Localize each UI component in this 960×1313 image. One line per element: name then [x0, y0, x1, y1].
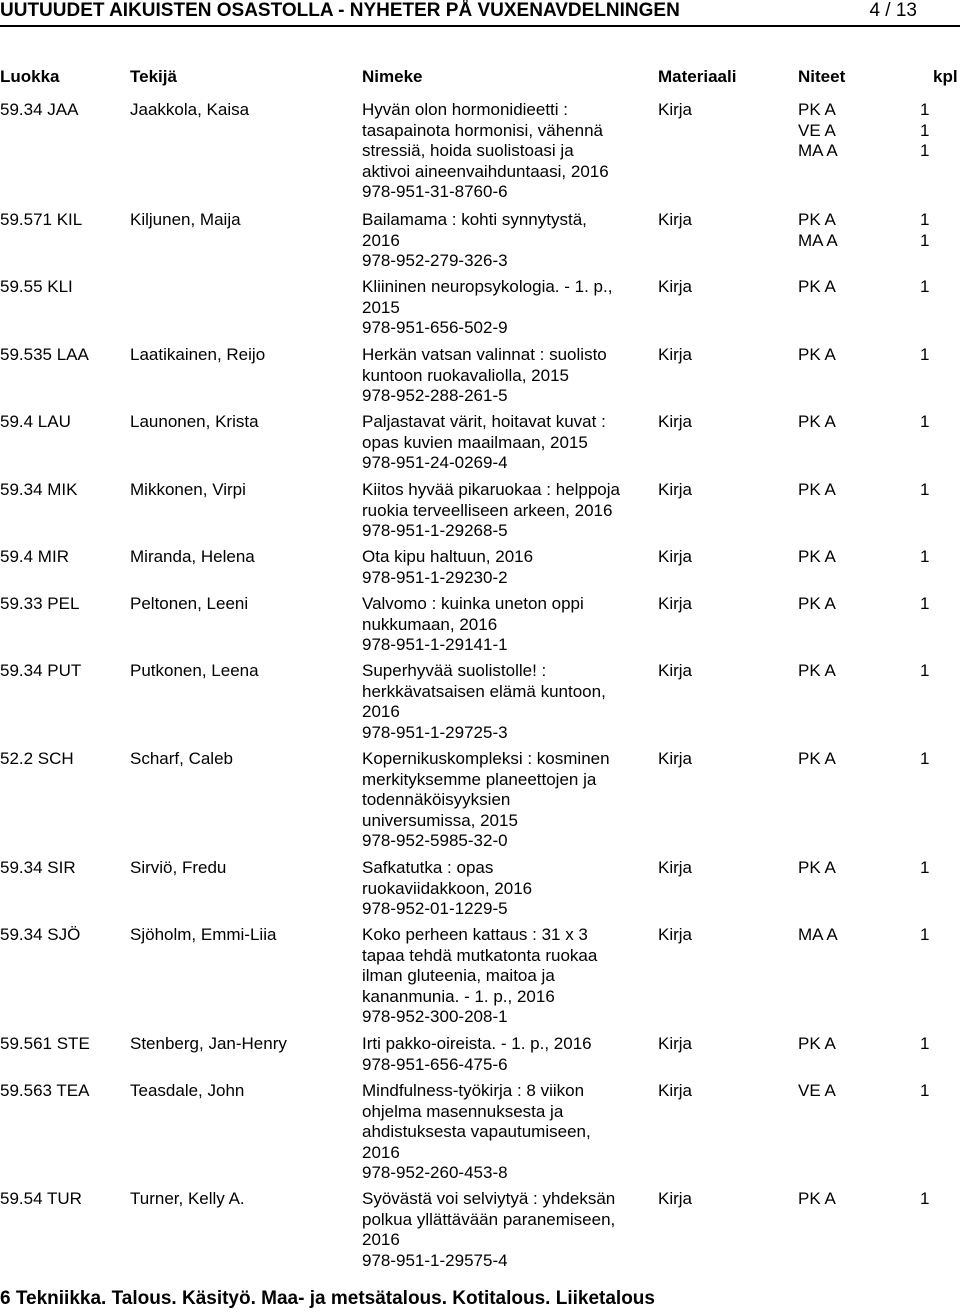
copies-location-cell	[798, 210, 908, 251]
author: Stenberg, Jan-Henry	[130, 1034, 287, 1053]
copies-count: 1	[920, 277, 930, 296]
title-cell	[362, 480, 652, 542]
title-line: kuntoon ruokavaliolla, 2015	[362, 365, 569, 385]
copies-count-cell	[920, 100, 960, 162]
material-type: Kirja	[658, 210, 693, 229]
title-line: 978-952-260-453-8	[362, 1163, 508, 1182]
title-cell	[362, 277, 652, 339]
copies-location-cell	[798, 412, 908, 433]
author: Scharf, Caleb	[130, 749, 233, 768]
title-line: ilman gluteenia, maitoa ja	[362, 966, 555, 985]
class-code: 59.34 MIK	[0, 480, 78, 499]
material-type: Kirja	[658, 345, 693, 364]
copies-count-cell	[920, 210, 960, 251]
copies-count: 1	[920, 547, 930, 566]
title-line: 2016	[362, 1142, 400, 1162]
title-line: ruokia terveelliseen arkeen, 2016	[362, 500, 613, 520]
material-type: Kirja	[658, 594, 693, 613]
title-line: 978-952-279-326-3	[362, 251, 508, 270]
title-line: Paljastavat värit, hoitavat kuvat :	[362, 412, 606, 431]
title-line: 978-951-31-8760-6	[362, 182, 508, 201]
copies-location: PK A	[798, 345, 836, 364]
class-code: 59.4 LAU	[0, 412, 71, 431]
material-type: Kirja	[658, 480, 693, 499]
title-line: universumissa, 2015	[362, 810, 518, 830]
class-code: 52.2 SCH	[0, 749, 74, 768]
class-code: 59.34 PUT	[0, 661, 82, 680]
column-header-niteet: Niteet	[798, 67, 846, 86]
material-type: Kirja	[658, 547, 693, 566]
title-cell	[362, 661, 652, 743]
copies-location-cell	[798, 345, 908, 366]
author: Kiljunen, Maija	[130, 210, 241, 229]
author: Miranda, Helena	[130, 547, 255, 566]
author: Teasdale, John	[130, 1081, 245, 1100]
copies-count-cell	[920, 858, 960, 879]
copies-count-cell	[920, 1081, 960, 1102]
copies-location-cell	[798, 749, 908, 770]
copies-location: PK A	[798, 661, 836, 680]
title-line: 978-951-656-475-6	[362, 1054, 508, 1074]
title-line: 2015	[362, 297, 400, 317]
copies-count-cell	[920, 925, 960, 946]
copies-location-cell	[798, 858, 908, 879]
material-type: Kirja	[658, 749, 693, 768]
title-line: stressiä, hoida suolistoasi ja	[362, 141, 574, 160]
title-line: 978-951-1-29230-2	[362, 567, 508, 587]
title-cell	[362, 100, 652, 203]
title-line: 978-952-01-1229-5	[362, 899, 508, 918]
copies-location-cell	[798, 277, 908, 298]
title-cell	[362, 547, 652, 588]
copies-location: PK A	[798, 412, 836, 431]
author: Turner, Kelly A.	[130, 1189, 245, 1208]
page-number: 4 / 13	[869, 0, 917, 21]
title-line: 2016	[362, 230, 400, 250]
title-line: 978-951-1-29141-1	[362, 635, 508, 654]
copies-location: VE A	[798, 120, 836, 140]
author: Putkonen, Leena	[130, 661, 259, 680]
column-header-materiaali: Materiaali	[658, 67, 737, 86]
material-type: Kirja	[658, 1034, 693, 1053]
copies-count-cell	[920, 594, 960, 615]
title-line: aktivoi aineenvaihduntaasi, 2016	[362, 161, 609, 181]
title-line: Syövästä voi selviytyä : yhdeksän	[362, 1189, 616, 1208]
copies-count: 1	[920, 412, 930, 431]
copies-count-cell	[920, 1189, 960, 1210]
material-type: Kirja	[658, 412, 693, 431]
page-header-title: UUTUUDET AIKUISTEN OSASTOLLA - NYHETER PÅ VUXENAVDELNINGEN	[0, 0, 680, 21]
column-header-kpl: kpl	[933, 67, 958, 86]
copies-count-cell	[920, 749, 960, 770]
title-line: 2016	[362, 702, 400, 721]
class-code: 59.34 JAA	[0, 100, 79, 119]
title-cell	[362, 1034, 652, 1075]
title-cell	[362, 749, 652, 852]
class-code: 59.571 KIL	[0, 210, 83, 229]
author: Jaakkola, Kaisa	[130, 100, 250, 119]
copies-location-cell	[798, 480, 908, 501]
title-line: Safkatutka : opas	[362, 858, 494, 877]
title-line: herkkävatsaisen elämä kuntoon,	[362, 681, 606, 701]
copies-count-cell	[920, 412, 960, 433]
class-code: 59.55 KLI	[0, 277, 73, 296]
copies-location: PK A	[798, 547, 836, 566]
title-cell	[362, 210, 652, 272]
copies-count: 1	[920, 141, 930, 160]
title-line: 978-951-24-0269-4	[362, 453, 508, 472]
column-header-tekija: Tekijä	[130, 67, 177, 86]
column-header-luokka: Luokka	[0, 67, 60, 86]
copies-location-cell	[798, 547, 908, 568]
copies-count: 1	[920, 100, 930, 119]
material-type: Kirja	[658, 661, 693, 680]
copies-count-cell	[920, 345, 960, 366]
title-line: 978-952-288-261-5	[362, 386, 508, 405]
title-line: Herkän vatsan valinnat : suolisto	[362, 345, 607, 364]
class-code: 59.34 SJÖ	[0, 925, 81, 944]
title-cell	[362, 594, 652, 656]
copies-count-cell	[920, 547, 960, 568]
title-line: 978-951-1-29268-5	[362, 521, 508, 540]
copies-count: 1	[920, 230, 930, 250]
copies-count-cell	[920, 661, 960, 682]
title-line: 978-952-5985-32-0	[362, 831, 508, 850]
title-cell	[362, 1081, 652, 1184]
title-line: Irti pakko-oireista. - 1. p., 2016	[362, 1034, 592, 1053]
title-line: Superhyvää suolistolle! :	[362, 661, 547, 680]
copies-count-cell	[920, 480, 960, 501]
material-type: Kirja	[658, 858, 693, 877]
title-line: Ota kipu haltuun, 2016	[362, 547, 534, 566]
copies-location: VE A	[798, 1081, 836, 1100]
column-header-nimeke: Nimeke	[362, 67, 423, 86]
copies-count: 1	[920, 1081, 930, 1100]
title-line: tapaa tehdä mutkatonta ruokaa	[362, 945, 598, 965]
title-line: ahdistuksesta vapautumiseen,	[362, 1122, 591, 1141]
title-line: tasapainota hormonisi, vähennä	[362, 120, 603, 140]
copies-count: 1	[920, 858, 930, 877]
copies-location: PK A	[798, 1034, 836, 1053]
material-type: Kirja	[658, 1189, 693, 1208]
material-type: Kirja	[658, 100, 693, 119]
material-type: Kirja	[658, 277, 693, 296]
title-cell	[362, 345, 652, 407]
title-cell	[362, 412, 652, 474]
copies-location: PK A	[798, 1189, 836, 1208]
copies-count: 1	[920, 594, 930, 613]
material-type: Kirja	[658, 1081, 693, 1100]
copies-location-cell	[798, 594, 908, 615]
title-line: nukkumaan, 2016	[362, 614, 498, 634]
title-line: 978-951-1-29725-3	[362, 722, 508, 742]
copies-location: MA A	[798, 230, 838, 250]
class-code: 59.561 STE	[0, 1034, 90, 1053]
author: Peltonen, Leeni	[130, 594, 249, 613]
title-line: merkityksemme planeettojen ja	[362, 769, 597, 789]
author: Launonen, Krista	[130, 412, 259, 431]
title-cell	[362, 858, 652, 920]
copies-count-cell	[920, 1034, 960, 1055]
title-line: kananmunia. - 1. p., 2016	[362, 986, 555, 1006]
copies-location: MA A	[798, 925, 838, 944]
title-line: 2016	[362, 1230, 400, 1249]
copies-location-cell	[798, 661, 908, 682]
title-line: Hyvän olon hormonidieetti :	[362, 100, 569, 119]
title-cell	[362, 1189, 652, 1271]
copies-count-cell	[920, 277, 960, 298]
author: Mikkonen, Virpi	[130, 480, 246, 499]
class-code: 59.563 TEA	[0, 1081, 90, 1100]
title-line: Kopernikuskompleksi : kosminen	[362, 749, 610, 768]
title-line: ruokaviidakkoon, 2016	[362, 878, 533, 898]
copies-count: 1	[920, 210, 930, 229]
copies-location: PK A	[798, 858, 836, 877]
copies-count: 1	[920, 1189, 930, 1208]
copies-count: 1	[920, 925, 930, 944]
copies-location: PK A	[798, 210, 836, 229]
copies-count: 1	[920, 1034, 930, 1053]
copies-location: MA A	[798, 141, 838, 160]
title-line: 978-951-656-502-9	[362, 318, 508, 337]
title-cell	[362, 925, 652, 1028]
title-line: Kliininen neuropsykologia. - 1. p.,	[362, 277, 613, 296]
section-footer: 6 Tekniikka. Talous. Käsityö. Maa- ja metsätalous. Kotitalous. Liiketalous	[0, 1288, 655, 1309]
title-line: 978-951-1-29575-4	[362, 1250, 508, 1270]
title-line: polkua yllättävään paranemiseen,	[362, 1209, 616, 1229]
class-code: 59.33 PEL	[0, 594, 80, 613]
copies-location: PK A	[798, 749, 836, 768]
copies-location: PK A	[798, 480, 836, 499]
title-line: Koko perheen kattaus : 31 x 3	[362, 925, 588, 944]
title-line: todennäköisyyksien	[362, 790, 511, 809]
copies-location: PK A	[798, 100, 836, 119]
class-code: 59.4 MIR	[0, 547, 69, 566]
class-code: 59.54 TUR	[0, 1189, 82, 1208]
class-code: 59.34 SIR	[0, 858, 76, 877]
title-line: ohjelma masennuksesta ja	[362, 1101, 564, 1121]
title-line: 978-952-300-208-1	[362, 1007, 508, 1026]
copies-location: PK A	[798, 594, 836, 613]
copies-location-cell	[798, 100, 908, 162]
title-line: opas kuvien maailmaan, 2015	[362, 432, 588, 452]
author: Sjöholm, Emmi-Liia	[130, 925, 277, 944]
copies-location-cell	[798, 1081, 908, 1102]
copies-count: 1	[920, 345, 930, 364]
author: Laatikainen, Reijo	[130, 345, 266, 364]
header-rule	[0, 25, 960, 27]
class-code: 59.535 LAA	[0, 345, 89, 364]
author: Sirviö, Fredu	[130, 858, 227, 877]
copies-location-cell	[798, 1189, 908, 1210]
copies-location-cell	[798, 1034, 908, 1055]
title-line: Bailamama : kohti synnytystä,	[362, 210, 587, 229]
copies-location: PK A	[798, 277, 836, 296]
title-line: Valvomo : kuinka uneton oppi	[362, 594, 584, 613]
title-line: Kiitos hyvää pikaruokaa : helppoja	[362, 480, 620, 499]
copies-count: 1	[920, 661, 930, 680]
copies-location-cell	[798, 925, 908, 946]
copies-count: 1	[920, 120, 930, 140]
copies-count: 1	[920, 480, 930, 499]
title-line: Mindfulness-työkirja : 8 viikon	[362, 1081, 585, 1100]
copies-count: 1	[920, 749, 930, 768]
material-type: Kirja	[658, 925, 693, 944]
